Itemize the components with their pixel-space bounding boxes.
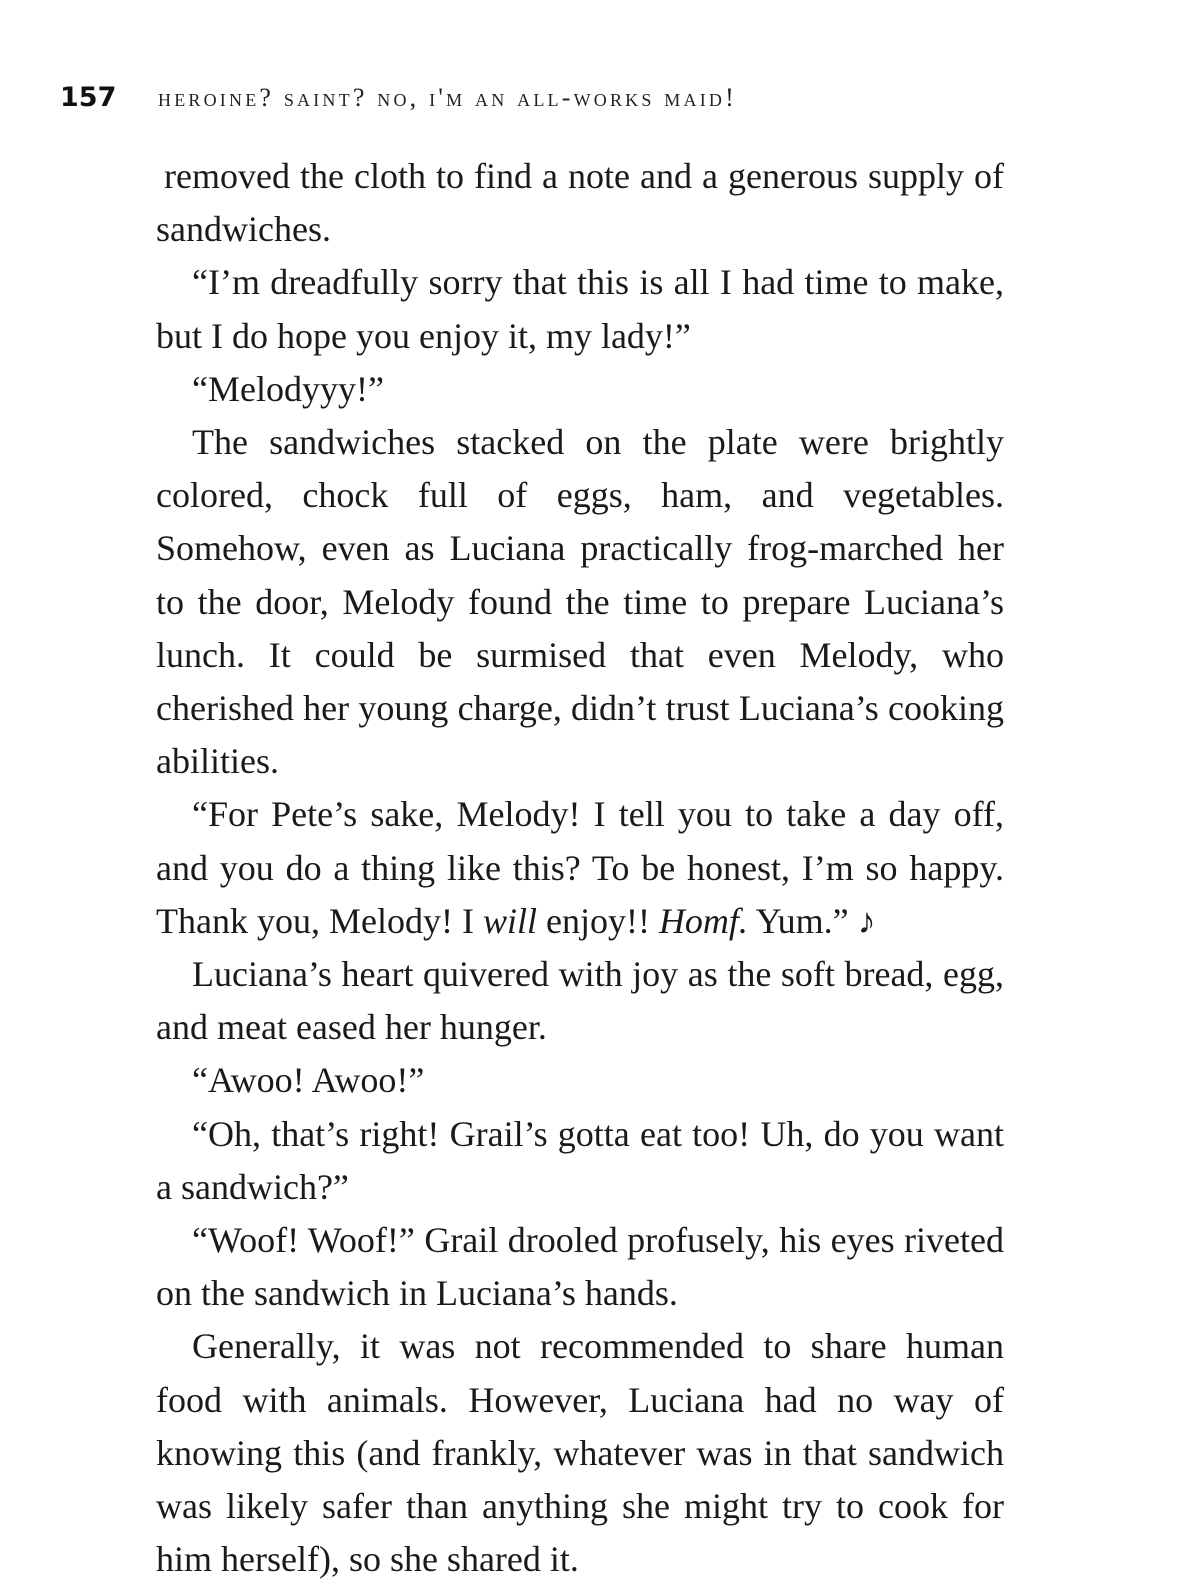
paragraph: “Awoo! Awoo!” bbox=[192, 1060, 425, 1101]
paragraph-text: Yum.” ♪ bbox=[747, 900, 876, 941]
running-header bbox=[60, 82, 737, 118]
paragraph: “Melodyyy!” bbox=[192, 368, 384, 409]
paragraph-text: enjoy!! bbox=[536, 900, 659, 941]
page-number: 157 bbox=[60, 82, 117, 113]
paragraph: “Woof! Woof!” Grail drooled profusely, his eyes riveted on the sandwich in Luciana’s hands. bbox=[156, 1220, 1004, 1314]
paragraph: The sandwiches stacked on the plate were brightly colored, chock full of eggs, ham, and vegetables. Somehow, even as Luciana practically frog-marched her to the door, Melody found the time to prepare Luciana’s lunch. It could be surmised that even Melody, who cherished her young charge, didn’t trust Luciana’s cooking abilities. bbox=[156, 422, 1004, 782]
paragraph-text: “For Pete’s sake, Melody! I tell you to take a day off, and you do a thing like this? To be honest, I’m so happy. Thank you, Melody! I bbox=[156, 794, 1004, 941]
paragraph: Generally, it was not recommended to share human food with animals. However, Luciana had no way of knowing this (and frankly, whatever was in that sandwich was likely safer than anything she might try to cook for him herself), so she shared it. bbox=[156, 1326, 1004, 1580]
paragraph bbox=[156, 788, 1004, 948]
book-title: heroine? saint? no, i'm an all-works maid! bbox=[158, 83, 737, 112]
emphasis-text: Homf. bbox=[658, 900, 748, 941]
paragraph: removed the cloth to find a note and a generous supply of sandwiches. bbox=[156, 156, 1004, 250]
body-text bbox=[156, 150, 1004, 1586]
paragraph: “Oh, that’s right! Grail’s gotta eat too! Uh, do you want a sandwich?” bbox=[156, 1113, 1004, 1207]
paragraph: “I’m dreadfully sorry that this is all I had time to make, but I do hope you enjoy it, my lady!” bbox=[156, 262, 1004, 356]
paragraph: Luciana’s heart quivered with joy as the soft bread, egg, and meat eased her hunger. bbox=[156, 954, 1004, 1048]
emphasis-text: will bbox=[482, 900, 537, 941]
